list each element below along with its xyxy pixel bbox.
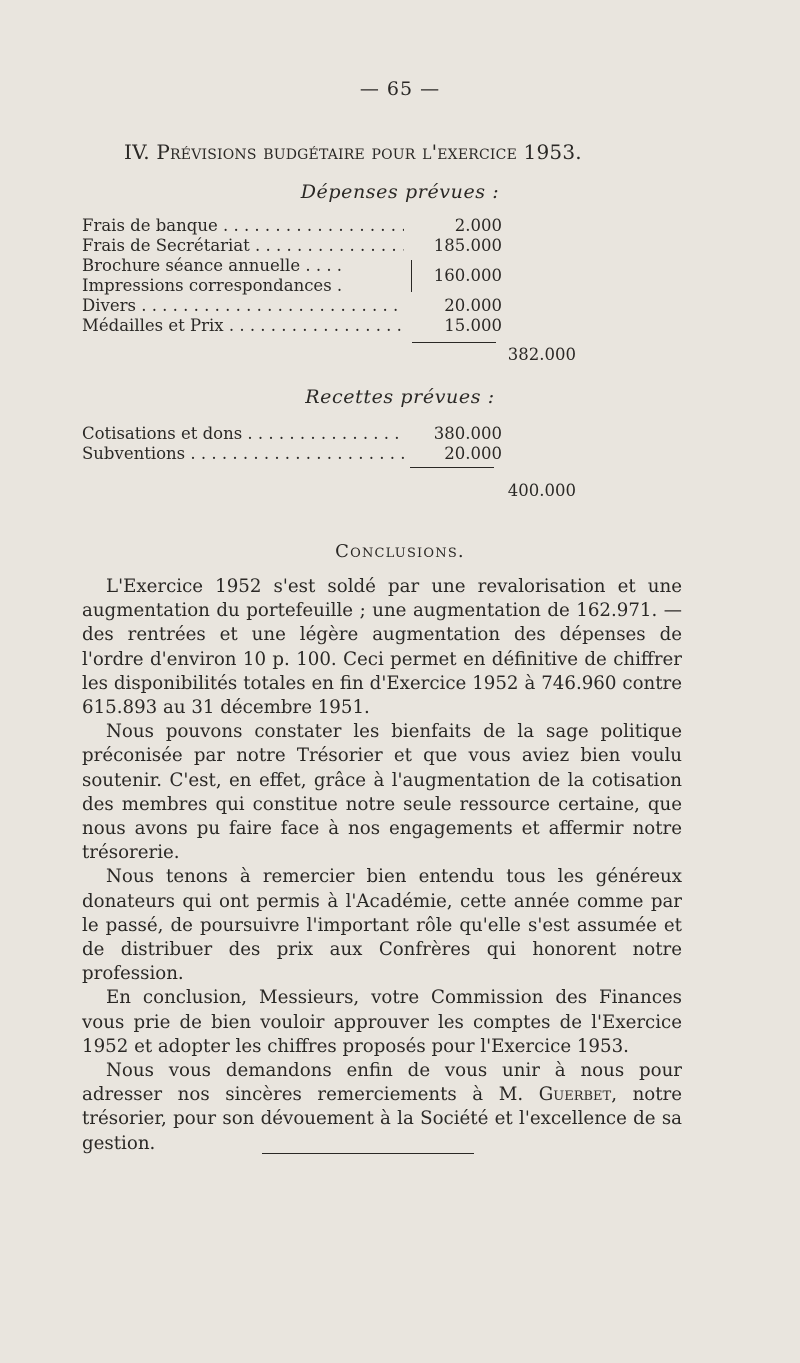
depenses-grouped-label: Brochure séance annuelle . . . xyxy=(82,256,342,276)
depenses-row xyxy=(82,236,502,256)
page-number: — 65 — xyxy=(359,78,441,100)
depenses-grouped-label: Impressions correspondances . . . xyxy=(82,276,342,296)
section-heading-text: Prévisions budgétaire pour l'exercice xyxy=(156,140,517,164)
recettes-ledger xyxy=(82,424,502,464)
body-paragraph: En conclusion, Messieurs, votre Commission des Finances vous prie de bien vouloir approuver les comptes de l'Exercice 1952 et adopter les chiffres proposés pour l'Exercice 1953. xyxy=(82,987,682,1057)
depenses-row-label: Divers . . . xyxy=(82,296,404,316)
body-paragraph: Nous tenons à remercier bien entendu tous les généreux donateurs qui ont permis à l'Académie, cette année comme par le passé, de poursuivre l'important rôle qu'elle s'est assumée et de distribuer des prix aux Confrères qui honorent notre profession. xyxy=(82,866,682,985)
body-paragraph: Nous pouvons constater les bienfaits de la sage politique préconisée par notre Trésorier et que vous aviez bien voulu soutenir. C'est, en effet, grâce à l'augmentation de la cotisation des membres qui constitue notre seule ressource certaine, que nous avons pu faire face à nos engagements et affermir notre trésorerie. xyxy=(82,721,682,864)
depenses-row-label: Frais de banque . . . xyxy=(82,216,404,236)
depenses-total: 382.000 xyxy=(507,345,576,364)
recettes-row xyxy=(82,444,502,464)
conclusions-heading: Conclusions. xyxy=(335,541,465,562)
depenses-title: Dépenses prévues : xyxy=(300,181,500,203)
depenses-row-amount: 185.000 xyxy=(433,236,502,255)
depenses-row-amount: 20.000 xyxy=(444,296,502,315)
depenses-row xyxy=(82,216,502,236)
depenses-row-amount: 2.000 xyxy=(454,216,502,235)
depenses-row xyxy=(82,316,502,336)
section-heading xyxy=(124,140,582,164)
section-heading-prefix: IV. xyxy=(124,140,157,164)
depenses-row-label: Frais de Secrétariat . . . xyxy=(82,236,404,256)
depenses-row xyxy=(82,296,502,316)
depenses-row-label: Médailles et Prix . . . xyxy=(82,316,404,336)
depenses-ledger xyxy=(82,216,502,336)
body-paragraph: L'Exercice 1952 s'est soldé par une revalorisation et une augmentation du portefeuille ; une augmentation de 162.971. — des rentrées et une légère augmentation des dépenses de l'ordre d'environ 10 p. 100. Ceci permet en définitive de chiffrer les disponibilités totales en fin d'Exercice 1952 à 746.960 contre 615.893 au 31 décembre 1951. xyxy=(82,576,682,719)
recettes-row-amount: 20.000 xyxy=(444,444,502,463)
recettes-row-label: Subventions . . . xyxy=(82,444,404,464)
depenses-grouped-amount: 160.000 xyxy=(433,266,502,285)
recettes-sum-rule xyxy=(410,467,494,468)
recettes-row-amount: 380.000 xyxy=(433,424,502,443)
treasurer-name: Guerbet xyxy=(538,1084,612,1106)
body-paragraph xyxy=(82,1059,682,1156)
body-text-fragment: Nous vous demandons enfin de vous unir à nous pour adresser nos sincères remerciements à M. xyxy=(82,1060,682,1106)
recettes-total: 400.000 xyxy=(507,481,576,500)
conclusions-body xyxy=(82,575,682,1156)
recettes-row-label: Cotisations et dons . . . xyxy=(82,424,404,444)
recettes-row xyxy=(82,424,502,444)
body-text-fragment: , notre trésorier, pour son dévouement à la Société et l'excellence de sa gestion. xyxy=(82,1084,682,1154)
depenses-row-amount: 15.000 xyxy=(444,316,502,335)
depenses-grouped-rows xyxy=(82,256,502,296)
section-heading-year: 1953. xyxy=(517,140,582,164)
end-rule xyxy=(262,1153,474,1154)
depenses-sum-rule xyxy=(412,342,496,343)
recettes-title: Recettes prévues : xyxy=(305,386,495,408)
